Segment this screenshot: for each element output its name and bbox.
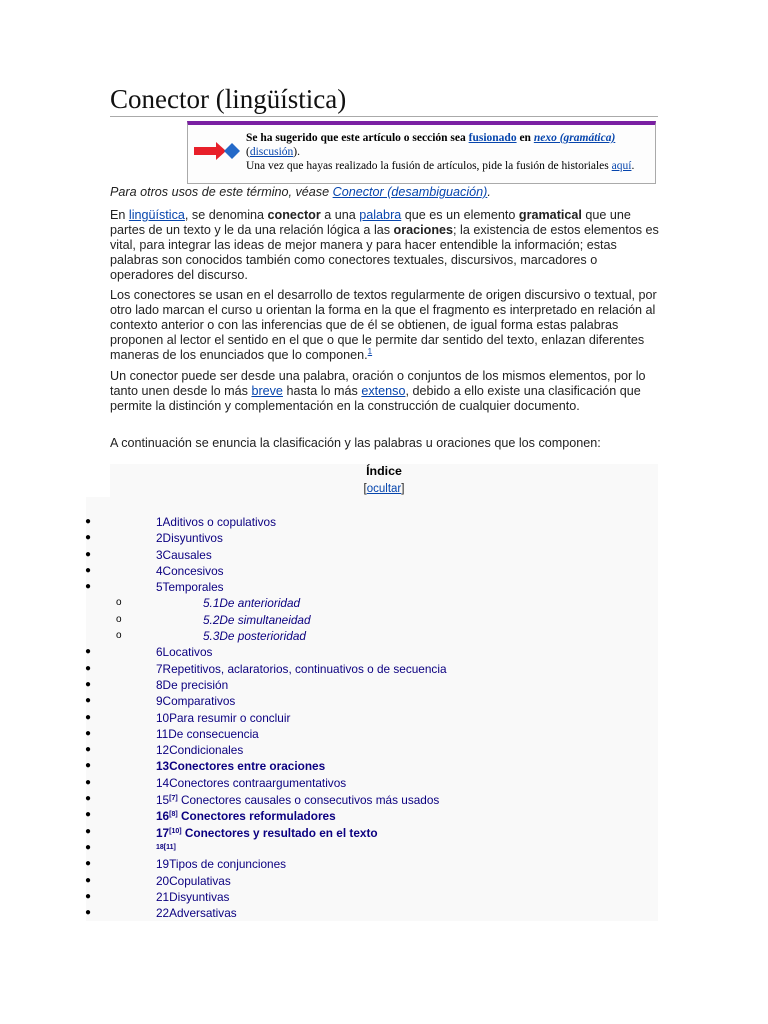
bullet: ●	[85, 760, 92, 772]
toc-item-ref: [11]	[163, 843, 176, 851]
toc-item-number: 18	[156, 843, 164, 851]
toc-title: Índice	[366, 464, 402, 478]
bullet: ●	[85, 711, 92, 723]
toc-item-19[interactable]	[0, 856, 768, 872]
bullet: ●	[85, 825, 92, 837]
hatnote-suffix: .	[487, 185, 491, 199]
toc-item-16[interactable]	[0, 807, 768, 823]
toc-item-text: Conectores y resultado en el texto	[181, 825, 378, 840]
p3-text-b: hasta lo más	[282, 384, 362, 398]
p1-text-e: que une partes de un texto y le da una relación lógica a las	[110, 208, 631, 237]
toc-item-13[interactable]	[0, 758, 768, 774]
aqui-link[interactable]: aquí	[611, 160, 632, 172]
toc-toggle-bracket-open: [	[363, 483, 367, 495]
toc-item-12[interactable]	[0, 742, 768, 758]
toc-item-label[interactable]	[156, 791, 439, 808]
toc-subitem-5-2[interactable]	[0, 612, 768, 628]
toc-subitem-label[interactable]: 5.1De anterioridad	[203, 596, 301, 611]
fusionado-link[interactable]: fusionado	[468, 132, 517, 144]
bullet: ●	[85, 841, 92, 853]
linguistica-link[interactable]: lingüística	[128, 208, 185, 222]
bullet: ●	[85, 678, 92, 690]
p1-text-b: , se denomina	[184, 208, 268, 222]
toc-item-2[interactable]	[0, 530, 768, 546]
bullet: ●	[85, 744, 92, 756]
merge-notice-prefix: Se ha sugerido que este artículo o sección sea	[246, 132, 469, 144]
p3-text-a: Un conector puede ser desde una palabra, oración o conjuntos de los mismos elementos, por lo tanto unen desde lo más	[110, 369, 646, 398]
toc-item-3[interactable]	[0, 547, 768, 563]
toc-item-label[interactable]: 7Repetitivos, aclaratorios, continuativos o de secuencia	[156, 661, 447, 676]
toc-subitem-label[interactable]: 5.3De posterioridad	[203, 629, 306, 644]
hatnote-prefix: Para otros usos de este término, véase	[110, 185, 333, 199]
reference-1-link[interactable]: 1	[367, 346, 373, 356]
merge-notice-line2: Una vez que hayas realizado la fusión de artículos, pide la fusión de historiales	[246, 160, 612, 172]
bullet: ●	[85, 809, 92, 821]
toc-item-label[interactable]: 13Conectores entre oraciones	[156, 759, 326, 774]
toc-list	[0, 514, 768, 921]
toc-item-number: 16	[156, 809, 170, 824]
bullet: ●	[85, 581, 92, 593]
extenso-link[interactable]: extenso	[361, 384, 406, 398]
toc-item-label[interactable]	[156, 840, 176, 856]
p1-text-d: que es un elemento	[401, 208, 519, 222]
p1-bold-oraciones: oraciones	[393, 223, 454, 237]
toc-item-9[interactable]	[0, 693, 768, 709]
discusion-link[interactable]: discusión	[249, 146, 294, 158]
toc-item-22[interactable]	[0, 905, 768, 921]
toc-item-label[interactable]: 6Locativos	[156, 645, 213, 660]
p1-text-c: a una	[320, 208, 360, 222]
toc-item-10[interactable]	[0, 710, 768, 726]
toc-subitem-label[interactable]: 5.2De simultaneidad	[203, 612, 311, 627]
toc-item-label[interactable]: 12Condicionales	[156, 743, 244, 758]
toc-item-21[interactable]	[0, 889, 768, 905]
toc-item-number: 17	[156, 825, 170, 840]
palabra-link[interactable]: palabra	[359, 208, 402, 222]
toc-item-20[interactable]	[0, 873, 768, 889]
merge-notice-text	[246, 131, 651, 173]
toc-item-8[interactable]	[0, 677, 768, 693]
nexo-gramatica-link[interactable]: nexo (gramática)	[533, 132, 616, 144]
toc-item-7[interactable]	[0, 661, 768, 677]
toc-item-label[interactable]: 2Disyuntivos	[156, 531, 223, 546]
toc-item-label[interactable]: 3Causales	[156, 547, 212, 562]
bullet: ●	[85, 695, 92, 707]
toc-item-4[interactable]	[0, 563, 768, 579]
reference-1[interactable]	[368, 347, 372, 356]
paragraph-1	[110, 208, 660, 283]
merge-notice-box	[187, 121, 656, 184]
bullet: ●	[85, 516, 92, 527]
toc-item-label[interactable]: 4Concesivos	[156, 563, 224, 578]
toc-item-11[interactable]	[0, 726, 768, 742]
toc-item-label[interactable]: 5Temporales	[156, 580, 224, 595]
toc-subitem-5-1[interactable]	[0, 595, 768, 611]
toc-item-1[interactable]	[0, 514, 768, 530]
paragraph-2	[110, 288, 660, 363]
bullet: ●	[85, 890, 92, 902]
page-title: Conector (lingüística)	[110, 84, 347, 114]
toc-item-label[interactable]: 22Adversativas	[156, 906, 237, 921]
disambiguation-hatnote	[110, 185, 491, 199]
toc-subitem-5-3[interactable]	[0, 628, 768, 644]
merge-arrow-icon	[194, 139, 240, 163]
toc-item-6[interactable]	[0, 644, 768, 660]
bullet: ●	[85, 874, 92, 886]
p1-text-f: ; la existencia de estos elementos es vital, para integrar las ideas de mejor manera y para hacer entendible la información; estas palabras son conocidos también como conectores textuales, discursivos, marcadores o operadores del discurso.	[110, 223, 659, 282]
merge-paren-open: (	[246, 146, 250, 158]
p1-bold-gramatical: gramatical	[518, 208, 582, 222]
paragraph-4: A continuación se enuncia la clasificación y las palabras u oraciones que los componen:	[110, 436, 601, 450]
toc-item-label[interactable]: 19Tipos de conjunciones	[156, 857, 287, 872]
bullet: ●	[85, 532, 92, 544]
title-divider	[110, 116, 658, 117]
p1-bold-conector: conector	[267, 208, 321, 222]
bullet: ●	[85, 907, 92, 919]
sub-bullet: o	[116, 613, 122, 625]
toc-item-label[interactable]	[156, 824, 378, 841]
breve-link[interactable]: breve	[251, 384, 283, 398]
toc-item-ref: [10]	[169, 827, 182, 835]
toc-hide-link[interactable]: ocultar	[366, 483, 402, 495]
paragraph-3	[110, 369, 660, 414]
bullet: ●	[85, 727, 92, 739]
toc-item-label[interactable]: 11De consecuencia	[156, 726, 259, 741]
toc-toggle-bracket-close: ]	[401, 483, 405, 495]
bullet: ●	[85, 662, 92, 674]
toc-item-5[interactable]	[0, 579, 768, 595]
toc-item-text: Conectores causales o consecutivos más usados	[177, 793, 440, 808]
bullet: ●	[85, 548, 92, 560]
merge-paren-close: ).	[293, 146, 301, 158]
toc-item-label[interactable]: 1Aditivos o copulativos	[156, 515, 277, 529]
bullet: ●	[85, 646, 92, 658]
p2-text: Los conectores se usan en el desarrollo de textos regularmente de origen discursivo o textual, por otro lado marcan el curso u orientan la forma en la que el fragmento es interpretado en relación al contexto anterior o con las inferencias que de él se obtienen, de igual forma estas palabras proponen al lector el sentido en el que o que le permite dar sentido del texto, enlazan diferentes maneras de los enunciados que lo componen.	[110, 288, 657, 362]
toc-item-number: 15	[156, 793, 170, 808]
bullet: ●	[85, 776, 92, 788]
toc-item-label[interactable]: 8De precisión	[156, 677, 229, 692]
toc-item-17[interactable]	[0, 824, 768, 840]
toc-item-15[interactable]	[0, 791, 768, 807]
bullet: ●	[85, 858, 92, 870]
toc-item-14[interactable]	[0, 775, 768, 791]
toc-item-label[interactable]: 20Copulativas	[156, 873, 231, 888]
bullet: ●	[85, 564, 92, 576]
bullet: ●	[85, 793, 92, 805]
toc-item-label[interactable]	[156, 807, 336, 824]
toc-item-text: Conectores reformuladores	[177, 809, 336, 824]
disambiguation-link[interactable]: Conector (desambiguación)	[332, 185, 488, 199]
merge-notice-en: en	[516, 132, 534, 144]
merge-period: .	[631, 160, 635, 172]
toc-item-ref: [7]	[169, 795, 178, 803]
sub-bullet: o	[116, 597, 122, 609]
toc-toggle	[110, 483, 658, 495]
toc-item-18[interactable]	[0, 840, 768, 856]
toc-item-label[interactable]: 21Disyuntivas	[156, 889, 230, 904]
toc-item-label[interactable]: 9Comparativos	[156, 694, 236, 709]
p3-text-c: , debido a ello existe una clasificación que permite la distinción y complementación en la construcción de cualquier documento.	[110, 384, 641, 413]
sub-bullet: o	[116, 630, 122, 642]
toc-item-label[interactable]: 14Conectores contraargumentativos	[156, 775, 347, 790]
p1-text-a: En	[110, 208, 129, 222]
toc-item-ref: [8]	[169, 811, 178, 819]
toc-item-label[interactable]: 10Para resumir o concluir	[156, 710, 291, 725]
